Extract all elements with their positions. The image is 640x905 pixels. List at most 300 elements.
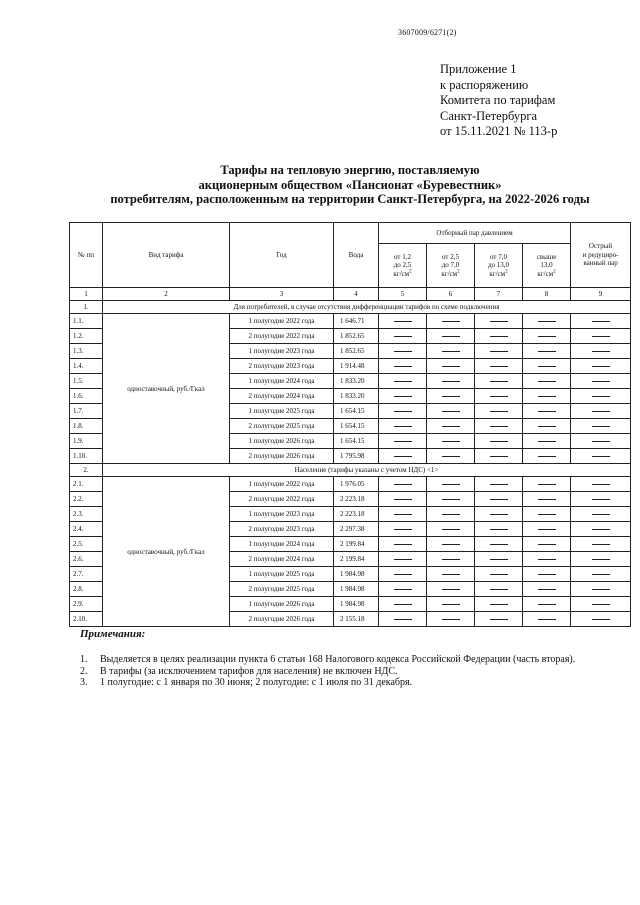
dash-mark: [490, 589, 508, 590]
empty-value-cell: [427, 374, 475, 389]
steam-col-line: до 2,5: [393, 261, 412, 270]
row-number: 2.3.: [70, 507, 103, 522]
note-number: 2.: [80, 665, 88, 677]
dash-mark: [442, 411, 460, 412]
dash-mark: [490, 321, 508, 322]
year-cell: 2 полугодие 2023 года: [230, 359, 334, 374]
dash-mark: [490, 499, 508, 500]
empty-value-cell: [571, 582, 631, 597]
dash-mark: [538, 514, 556, 515]
dash-mark: [394, 456, 412, 457]
unit-superscript: 2: [457, 269, 460, 275]
water-value: 1 976.05: [334, 477, 379, 492]
empty-value-cell: [523, 329, 571, 344]
dash-mark: [592, 559, 610, 560]
header-steam-group: Отборный пар давлением: [379, 223, 571, 244]
dash-mark: [442, 321, 460, 322]
dash-mark: [442, 619, 460, 620]
dash-mark: [538, 499, 556, 500]
header-steam-col: [475, 244, 523, 288]
dash-mark: [490, 336, 508, 337]
dash-mark: [592, 426, 610, 427]
column-number: 5: [379, 288, 427, 301]
empty-value-cell: [523, 522, 571, 537]
empty-value-cell: [523, 374, 571, 389]
dash-mark: [490, 381, 508, 382]
unit-text: кг/см: [489, 269, 506, 278]
empty-value-cell: [475, 492, 523, 507]
empty-value-cell: [379, 537, 427, 552]
note-text: 1 полугодие: с 1 января по 30 июня; 2 полугодие: с 1 июля по 31 декабря.: [100, 677, 413, 688]
dash-mark: [442, 396, 460, 397]
dash-mark: [442, 499, 460, 500]
row-number: 1.2.: [70, 329, 103, 344]
header-water: Вода: [334, 223, 379, 288]
empty-value-cell: [427, 612, 475, 627]
water-value: 1 852.65: [334, 329, 379, 344]
water-value: 1 654.15: [334, 404, 379, 419]
column-number: 4: [334, 288, 379, 301]
water-value: 1 654.15: [334, 419, 379, 434]
dash-mark: [394, 321, 412, 322]
empty-value-cell: [523, 359, 571, 374]
header-sharp-line: и редуциро-: [582, 250, 619, 259]
dash-mark: [490, 426, 508, 427]
table-row: [70, 477, 631, 492]
year-cell: 2 полугодие 2022 года: [230, 492, 334, 507]
dash-mark: [538, 426, 556, 427]
dash-mark: [592, 366, 610, 367]
empty-value-cell: [379, 477, 427, 492]
empty-value-cell: [427, 449, 475, 464]
year-cell: 1 полугодие 2024 года: [230, 537, 334, 552]
empty-value-cell: [379, 582, 427, 597]
steam-col-line: от 7,0: [490, 252, 507, 261]
empty-value-cell: [427, 507, 475, 522]
dash-mark: [592, 411, 610, 412]
year-cell: 2 полугодие 2026 года: [230, 612, 334, 627]
section-row: [70, 301, 631, 314]
dash-mark: [442, 336, 460, 337]
dash-mark: [538, 529, 556, 530]
appendix-line: Приложение 1: [440, 62, 517, 76]
year-cell: 2 полугодие 2026 года: [230, 449, 334, 464]
water-value: 2 297.38: [334, 522, 379, 537]
water-value: 1 984.98: [334, 597, 379, 612]
dash-mark: [592, 321, 610, 322]
empty-value-cell: [379, 344, 427, 359]
unit-text: кг/см: [393, 269, 410, 278]
row-number: 1.4.: [70, 359, 103, 374]
header-num: № пп: [70, 223, 103, 288]
header-year: Год: [230, 223, 334, 288]
empty-value-cell: [427, 552, 475, 567]
year-cell: 2 полугодие 2023 года: [230, 522, 334, 537]
row-number: 2.9.: [70, 597, 103, 612]
empty-value-cell: [571, 567, 631, 582]
year-cell: 1 полугодие 2023 года: [230, 344, 334, 359]
empty-value-cell: [571, 434, 631, 449]
header-sharp-line: Острый: [588, 242, 613, 251]
empty-value-cell: [571, 359, 631, 374]
year-cell: 1 полугодие 2022 года: [230, 314, 334, 329]
empty-value-cell: [379, 597, 427, 612]
empty-value-cell: [427, 537, 475, 552]
dash-mark: [592, 336, 610, 337]
year-cell: 1 полугодие 2025 года: [230, 404, 334, 419]
empty-value-cell: [379, 612, 427, 627]
dash-mark: [394, 484, 412, 485]
empty-value-cell: [571, 492, 631, 507]
dash-mark: [490, 604, 508, 605]
note-text: Выделяется в целях реализации пункта 6 статьи 168 Налогового кодекса Российской Федерации (часть вторая).: [100, 654, 576, 665]
appendix-line: Санкт-Петербурга: [440, 108, 538, 123]
empty-value-cell: [523, 477, 571, 492]
empty-value-cell: [427, 477, 475, 492]
dash-mark: [442, 381, 460, 382]
empty-value-cell: [523, 537, 571, 552]
header-steam-col: [379, 244, 427, 288]
section-number: 1.: [70, 301, 103, 314]
dash-mark: [490, 441, 508, 442]
dash-mark: [538, 381, 556, 382]
dash-mark: [490, 529, 508, 530]
dash-mark: [394, 574, 412, 575]
dash-mark: [490, 544, 508, 545]
steam-col-unit: [427, 270, 474, 279]
dash-mark: [394, 529, 412, 530]
year-cell: 2 полугодие 2025 года: [230, 582, 334, 597]
empty-value-cell: [379, 389, 427, 404]
empty-value-cell: [571, 344, 631, 359]
dash-mark: [442, 351, 460, 352]
steam-col-unit: [379, 270, 426, 279]
dash-mark: [394, 604, 412, 605]
empty-value-cell: [571, 507, 631, 522]
row-number: 1.3.: [70, 344, 103, 359]
empty-value-cell: [379, 567, 427, 582]
empty-value-cell: [379, 522, 427, 537]
dash-mark: [442, 544, 460, 545]
row-number: 2.6.: [70, 552, 103, 567]
dash-mark: [394, 589, 412, 590]
tariff-type-cell: одноставочный, руб./Гкал: [103, 477, 230, 627]
empty-value-cell: [427, 492, 475, 507]
empty-value-cell: [571, 552, 631, 567]
unit-text: кг/см: [537, 269, 554, 278]
row-number: 1.5.: [70, 374, 103, 389]
note-item: [80, 666, 575, 678]
empty-value-cell: [427, 314, 475, 329]
empty-value-cell: [523, 582, 571, 597]
appendix-line: Комитета по тарифам: [440, 93, 556, 107]
dash-mark: [538, 396, 556, 397]
appendix-line: к распоряжению: [440, 77, 529, 92]
dash-mark: [592, 604, 610, 605]
empty-value-cell: [523, 449, 571, 464]
empty-value-cell: [379, 507, 427, 522]
dash-mark: [442, 604, 460, 605]
dash-mark: [490, 396, 508, 397]
empty-value-cell: [475, 597, 523, 612]
empty-value-cell: [571, 374, 631, 389]
empty-value-cell: [571, 522, 631, 537]
dash-mark: [490, 366, 508, 367]
dash-mark: [592, 574, 610, 575]
empty-value-cell: [475, 522, 523, 537]
dash-mark: [592, 441, 610, 442]
empty-value-cell: [571, 597, 631, 612]
empty-value-cell: [427, 419, 475, 434]
dash-mark: [592, 514, 610, 515]
appendix-block: [440, 62, 557, 140]
dash-mark: [394, 544, 412, 545]
year-cell: 1 полугодие 2022 года: [230, 477, 334, 492]
dash-mark: [490, 456, 508, 457]
dash-mark: [490, 411, 508, 412]
note-number: 3.: [80, 677, 88, 688]
header-tariff-type: Вид тарифа: [103, 223, 230, 288]
dash-mark: [538, 619, 556, 620]
dash-mark: [592, 619, 610, 620]
empty-value-cell: [379, 492, 427, 507]
empty-value-cell: [427, 434, 475, 449]
dash-mark: [592, 589, 610, 590]
empty-value-cell: [427, 344, 475, 359]
dash-mark: [538, 351, 556, 352]
empty-value-cell: [523, 389, 571, 404]
dash-mark: [394, 336, 412, 337]
empty-value-cell: [571, 537, 631, 552]
empty-value-cell: [475, 507, 523, 522]
empty-value-cell: [523, 404, 571, 419]
section-label: Население (тарифы указаны с учетом НДС) <1>: [103, 464, 631, 477]
empty-value-cell: [571, 389, 631, 404]
empty-value-cell: [523, 567, 571, 582]
empty-value-cell: [523, 344, 571, 359]
note-number: 1.: [80, 654, 88, 665]
dash-mark: [442, 574, 460, 575]
header-sharp-line: ванный пар: [583, 259, 618, 268]
empty-value-cell: [475, 314, 523, 329]
row-number: 2.7.: [70, 567, 103, 582]
empty-value-cell: [475, 582, 523, 597]
dash-mark: [442, 589, 460, 590]
tariff-type-cell: одноставочный, руб./Гкал: [103, 314, 230, 464]
empty-value-cell: [379, 419, 427, 434]
empty-value-cell: [523, 492, 571, 507]
empty-value-cell: [475, 374, 523, 389]
empty-value-cell: [427, 359, 475, 374]
dash-mark: [490, 619, 508, 620]
section-label: Для потребителей, в случае отсутствия дифференциации тарифов по схеме подключения: [103, 301, 631, 314]
year-cell: 2 полугодие 2024 года: [230, 552, 334, 567]
empty-value-cell: [379, 552, 427, 567]
dash-mark: [538, 559, 556, 560]
header-sharp-steam: [571, 223, 631, 288]
water-value: 2 155.18: [334, 612, 379, 627]
year-cell: 1 полугодие 2026 года: [230, 597, 334, 612]
dash-mark: [538, 574, 556, 575]
water-value: 2 223.18: [334, 507, 379, 522]
dash-mark: [394, 499, 412, 500]
year-cell: 2 полугодие 2025 года: [230, 419, 334, 434]
row-number: 2.5.: [70, 537, 103, 552]
document-title: [60, 163, 640, 207]
dash-mark: [538, 484, 556, 485]
dash-mark: [592, 544, 610, 545]
dash-mark: [592, 484, 610, 485]
steam-col-unit: [523, 270, 570, 279]
dash-mark: [538, 336, 556, 337]
empty-value-cell: [427, 389, 475, 404]
empty-value-cell: [427, 597, 475, 612]
empty-value-cell: [427, 329, 475, 344]
water-value: 1 833.20: [334, 389, 379, 404]
year-cell: 1 полугодие 2025 года: [230, 567, 334, 582]
row-number: 2.8.: [70, 582, 103, 597]
water-value: 2 199.84: [334, 537, 379, 552]
dash-mark: [538, 441, 556, 442]
dash-mark: [394, 559, 412, 560]
title-line: акционерным обществом «Пансионат «Буревестник»: [198, 177, 502, 192]
dash-mark: [442, 514, 460, 515]
dash-mark: [538, 366, 556, 367]
empty-value-cell: [379, 359, 427, 374]
dash-mark: [394, 441, 412, 442]
column-number: 8: [523, 288, 571, 301]
row-number: 2.10.: [70, 612, 103, 627]
row-number: 1.9.: [70, 434, 103, 449]
unit-superscript: 2: [409, 269, 412, 275]
water-value: 1 914.48: [334, 359, 379, 374]
empty-value-cell: [427, 404, 475, 419]
empty-value-cell: [475, 404, 523, 419]
dash-mark: [538, 544, 556, 545]
dash-mark: [592, 499, 610, 500]
empty-value-cell: [571, 612, 631, 627]
column-number: 2: [103, 288, 230, 301]
dash-mark: [490, 514, 508, 515]
empty-value-cell: [475, 419, 523, 434]
dash-mark: [490, 484, 508, 485]
row-number: 2.4.: [70, 522, 103, 537]
empty-value-cell: [523, 597, 571, 612]
title-line: потребителям, расположенным на территории Санкт-Петербурга, на 2022-2026 годы: [110, 192, 590, 206]
empty-value-cell: [523, 552, 571, 567]
empty-value-cell: [571, 449, 631, 464]
notes-title: Примечания:: [80, 628, 146, 640]
year-cell: 1 полугодие 2026 года: [230, 434, 334, 449]
empty-value-cell: [523, 314, 571, 329]
year-cell: 1 полугодие 2024 года: [230, 374, 334, 389]
dash-mark: [592, 396, 610, 397]
dash-mark: [592, 456, 610, 457]
dash-mark: [490, 559, 508, 560]
row-number: 1.6.: [70, 389, 103, 404]
empty-value-cell: [379, 374, 427, 389]
appendix-line: от 15.11.2021 № 113-р: [440, 124, 558, 138]
year-cell: 1 полугодие 2023 года: [230, 507, 334, 522]
column-number: 3: [230, 288, 334, 301]
dash-mark: [394, 351, 412, 352]
empty-value-cell: [475, 477, 523, 492]
empty-value-cell: [571, 329, 631, 344]
dash-mark: [442, 529, 460, 530]
dash-mark: [442, 426, 460, 427]
empty-value-cell: [379, 449, 427, 464]
water-value: 1 654.15: [334, 434, 379, 449]
document-number: 3607009/6271(2): [398, 28, 457, 37]
column-number: 1: [70, 288, 103, 301]
unit-superscript: 2: [553, 269, 556, 275]
empty-value-cell: [523, 507, 571, 522]
dash-mark: [394, 381, 412, 382]
column-number: 6: [427, 288, 475, 301]
steam-col-line: до 7,0: [441, 261, 460, 270]
dash-mark: [394, 411, 412, 412]
water-value: 2 199.84: [334, 552, 379, 567]
dash-mark: [442, 441, 460, 442]
empty-value-cell: [475, 537, 523, 552]
empty-value-cell: [379, 329, 427, 344]
unit-superscript: 2: [505, 269, 508, 275]
water-value: 1 795.98: [334, 449, 379, 464]
row-number: 1.8.: [70, 419, 103, 434]
column-number: 7: [475, 288, 523, 301]
dash-mark: [442, 559, 460, 560]
dash-mark: [442, 366, 460, 367]
dash-mark: [592, 351, 610, 352]
water-value: 1 984.98: [334, 582, 379, 597]
water-value: 1 984.98: [334, 567, 379, 582]
empty-value-cell: [523, 434, 571, 449]
dash-mark: [394, 619, 412, 620]
unit-text: кг/см: [441, 269, 458, 278]
water-value: 1 646.71: [334, 314, 379, 329]
empty-value-cell: [379, 434, 427, 449]
empty-value-cell: [475, 389, 523, 404]
dash-mark: [394, 396, 412, 397]
section-row: [70, 464, 631, 477]
empty-value-cell: [475, 329, 523, 344]
note-item: [80, 677, 575, 689]
column-number: 9: [571, 288, 631, 301]
empty-value-cell: [475, 344, 523, 359]
empty-value-cell: [475, 567, 523, 582]
dash-mark: [538, 604, 556, 605]
dash-mark: [490, 351, 508, 352]
empty-value-cell: [523, 612, 571, 627]
header-steam-col: [523, 244, 571, 288]
empty-value-cell: [475, 552, 523, 567]
steam-col-line: от 1,2: [394, 252, 411, 261]
empty-value-cell: [427, 582, 475, 597]
dash-mark: [442, 484, 460, 485]
water-value: 2 223.18: [334, 492, 379, 507]
dash-mark: [592, 529, 610, 530]
title-line: Тарифы на тепловую энергию, поставляемую: [220, 163, 480, 177]
steam-col-unit: [475, 270, 522, 279]
row-number: 1.10.: [70, 449, 103, 464]
steam-col-line: от 2,5: [442, 252, 459, 261]
dash-mark: [394, 366, 412, 367]
year-cell: 2 полугодие 2022 года: [230, 329, 334, 344]
dash-mark: [394, 514, 412, 515]
empty-value-cell: [379, 314, 427, 329]
empty-value-cell: [475, 359, 523, 374]
empty-value-cell: [571, 404, 631, 419]
